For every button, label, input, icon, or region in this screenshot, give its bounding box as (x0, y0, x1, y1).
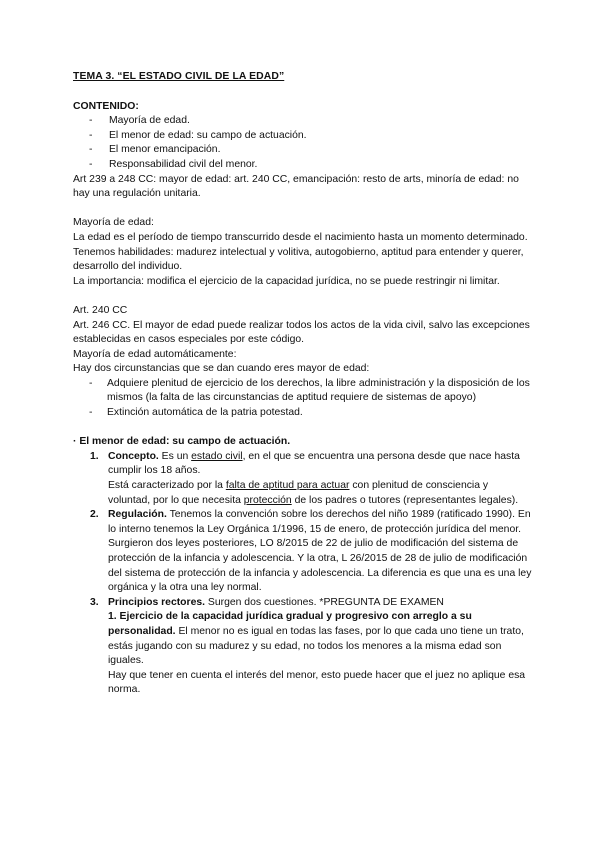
arts-line: Art 239 a 248 CC: mayor de edad: art. 240 CC, emancipación: resto de arts, minoría de edad: no hay una regulación unitaria. (73, 173, 519, 200)
list-item: - El menor emancipación. (73, 143, 533, 158)
spacer (73, 421, 533, 436)
paragraph: Mayoría de edad automáticamente: (73, 348, 237, 360)
item-text: de los padres o tutores (representantes legales). (291, 494, 519, 506)
item-number: 1. (90, 450, 99, 462)
sub-heading: 1. Ejercicio de la capacidad jurídica gradual y progresivo con arreglo a su personalidad. (108, 611, 472, 637)
contenido-list (73, 114, 533, 172)
item-text: Es un (158, 450, 192, 462)
list-item: - Mayoría de edad. (73, 114, 533, 129)
spacer (73, 289, 533, 304)
document-title: TEMA 3. “EL ESTADO CIVIL DE LA EDAD” (73, 71, 285, 82)
paragraph: Tenemos habilidades: madurez intelectual y volitiva, autogobierno, aptitud para entender y querer, desarrollo del individuo. (73, 246, 524, 273)
item-text: , en el que se encuentra una persona desde que nace hasta cumplir los 18 años. (108, 450, 520, 477)
spacer (73, 202, 533, 217)
art240-list (73, 377, 533, 421)
list-item: - Responsabilidad civil del menor. (73, 158, 533, 173)
list-item-principios (73, 596, 533, 698)
list-item: - Adquiere plenitud de ejercicio de los derechos, la libre administración y la disposición de los mismos (la falta de las circunstancias de aptitud requiere de sistemas de apoyo) (73, 377, 533, 406)
paragraph: Art. 246 CC. El mayor de edad puede realizar todos los actos de la vida civil, salvo las excepciones establecidas en casos especiales por este código. (73, 319, 530, 346)
underlined-term: falta de aptitud para actuar (225, 480, 350, 492)
item-text: Está caracterizado por la (108, 480, 226, 492)
paragraph: Hay dos circunstancias que se dan cuando eres mayor de edad: (73, 363, 370, 375)
list-item-concepto (73, 450, 533, 508)
item-text: Tenemos la convención sobre los derechos del niño 1989 (ratificado 1990). En lo interno tenemos la Ley Orgánica 1/1996, 15 de enero, de protección jurídica del menor. (108, 509, 531, 535)
item-text: Surgieron dos leyes posteriores, LO 8/2015 de 22 de julio de modificación del sistema de protección de la infancia y adolescencia. Y la otra, L 26/2015 de 28 de julio de modificación del sistema de protección de la infancia y adolescencia. La diferencia es que una es una ley orgánica y la otra una ley normal. (108, 538, 532, 594)
item-label: Regulación. (108, 509, 167, 521)
item-number: 3. (90, 596, 99, 608)
art240-heading: Art. 240 CC (73, 304, 128, 316)
paragraph: La edad es el período de tiempo transcurrido desde el nacimiento hasta un momento determinado. (73, 231, 528, 243)
mayoria-heading: Mayoría de edad: (73, 217, 154, 229)
item-text: Hay que tener en cuenta el interés del menor, esto puede hacer que el juez no aplique esa norma. (108, 669, 526, 696)
item-label: Concepto. (108, 450, 159, 462)
list-item: - Extinción automática de la patria potestad. (73, 406, 533, 421)
list-item: - El menor de edad: su campo de actuación. (73, 129, 533, 144)
document-page (73, 70, 533, 698)
item-text: El menor no es igual en todas las fases, por lo que cada uno tiene un trato, estás jugando con su madurez y su edad, no todos los menores a la misma edad son iguales. (108, 625, 524, 667)
menor-heading: · El menor de edad: su campo de actuación. (73, 436, 291, 448)
underlined-term: estado civil (191, 450, 243, 462)
menor-list (73, 450, 533, 698)
contenido-heading: CONTENIDO: (73, 100, 139, 112)
list-item-regulacion (73, 508, 533, 596)
paragraph: La importancia: modifica el ejercicio de la capacidad jurídica, no se puede restringir ni limitar. (73, 275, 500, 287)
underlined-term: protección (243, 494, 292, 506)
item-label: Principios rectores. (108, 596, 206, 608)
item-text: con plenitud de consciencia y voluntad, por lo que necesita (108, 480, 489, 506)
item-number: 2. (90, 509, 99, 521)
item-text: Surgen dos cuestiones. *PREGUNTA DE EXAMEN (205, 596, 444, 608)
